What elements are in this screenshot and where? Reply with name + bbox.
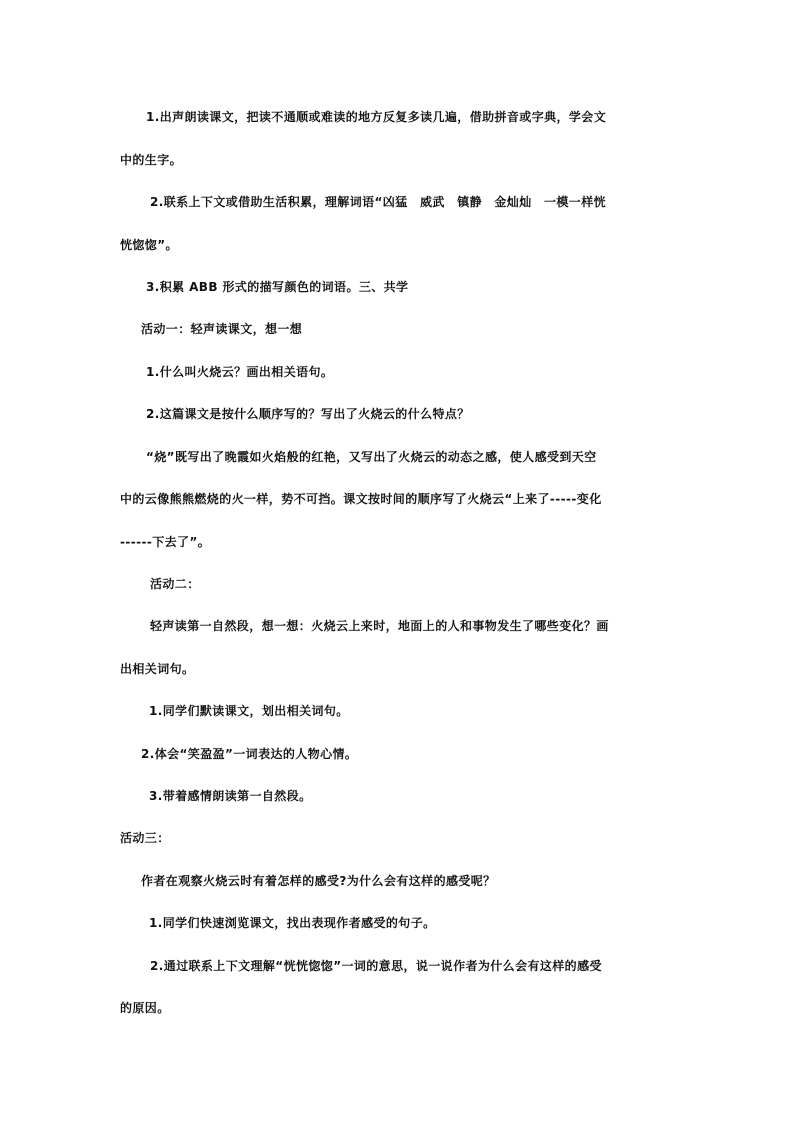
text-line: 1.什么叫火烧云？画出相关语句。 — [146, 365, 334, 379]
text-line: 活动二： — [150, 577, 200, 591]
text-line: 2.联系上下文或借助生活积累，理解词语“凶猛 威武 镇静 金灿灿 一模一样恍 — [150, 195, 606, 209]
text-line: 2.体会“笑盈盈”一词表达的人物心情。 — [141, 747, 358, 761]
text-line: 的原因。 — [120, 1001, 170, 1015]
text-line: ------下去了”。 — [120, 535, 211, 549]
text-line: 轻声读第一自然段，想一想：火烧云上来时，地面上的人和事物发生了哪些变化？画 — [150, 619, 609, 633]
text-line: 中的云像熊熊燃烧的火一样，势不可挡。课文按时间的顺序写了火烧云“上来了-----变化 — [120, 492, 602, 506]
text-line: “烧”既写出了晚霞如火焰般的红艳，又写出了火烧云的动态之感，使人感受到天空 — [146, 450, 597, 464]
text-line: 作者在观察火烧云时有着怎样的感受?为什么会有这样的感受呢？ — [141, 874, 496, 888]
text-line: 2.这篇课文是按什么顺序写的？写出了火烧云的什么特点？ — [146, 407, 470, 421]
text-line: 1.同学们快速浏览课文，找出表现作者感受的句子。 — [149, 916, 436, 930]
text-line: 1.出声朗读课文，把读不通顺或难读的地方反复多读几遍，借助拼音或字典，学会文 — [146, 110, 607, 124]
text-line: 出相关词句。 — [120, 662, 195, 676]
text-line: 2.通过联系上下文理解“恍恍惚惚”一词的意思，说一说作者为什么会有这样的感受 — [150, 959, 602, 973]
text-line: 中的生字。 — [120, 153, 183, 167]
text-line: 活动三： — [120, 831, 170, 845]
text-line: 1.同学们默读课文，划出相关词句。 — [149, 704, 349, 718]
text-line: 3.积累 ABB 形式的描写颜色的词语。三、共学 — [146, 280, 409, 294]
text-line: 活动一：轻声读课文，想一想 — [141, 322, 303, 336]
text-line: 恍惚惚”。 — [120, 238, 178, 252]
text-line: 3.带着感情朗读第一自然段。 — [149, 789, 312, 803]
